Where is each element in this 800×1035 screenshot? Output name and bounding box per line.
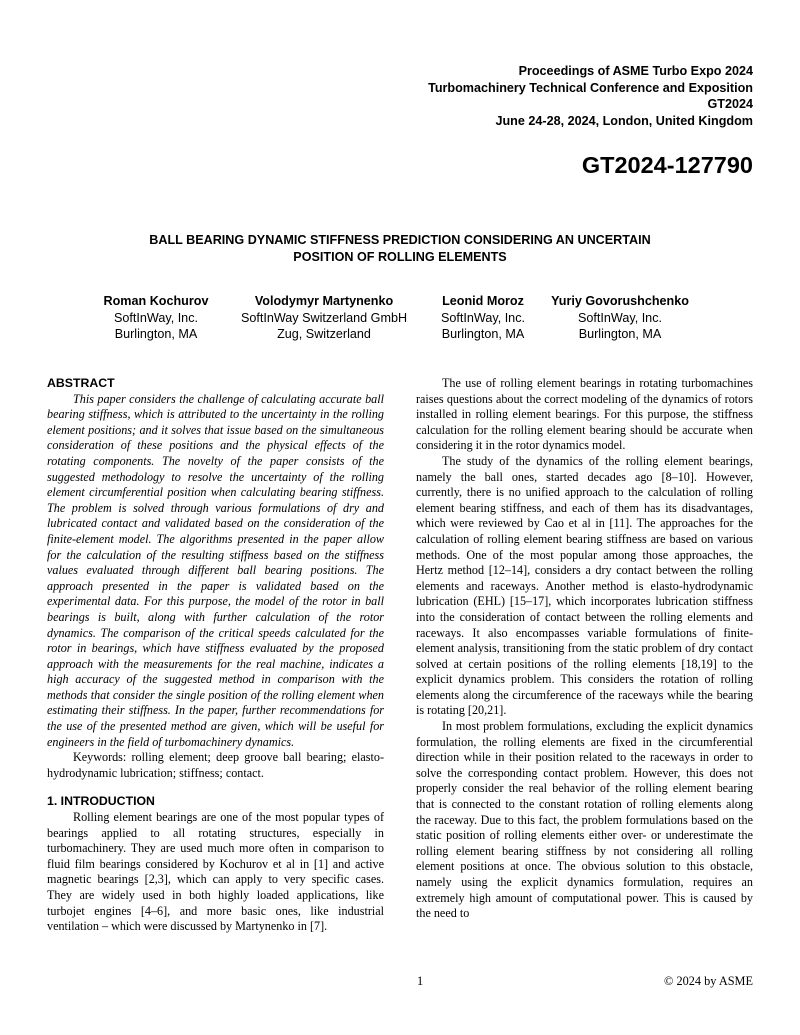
paper-id: GT2024-127790 [581, 152, 753, 178]
author-affiliation: SoftInWay, Inc. [441, 310, 525, 325]
proceedings-line: Turbomachinery Technical Conference and Exposition [428, 80, 753, 95]
left-column [47, 376, 384, 935]
paper-title [60, 232, 740, 265]
author-name: Roman Kochurov [103, 294, 209, 308]
author-location: Burlington, MA [441, 327, 525, 341]
author-name: Yuriy Govorushchenko [551, 294, 689, 308]
intro-paragraph: The use of rolling element bearings in rotating turbomachines raises questions about the correct modeling of the dynamics of rotors installed in rolling element bearings. For this purpose, the stiffness calculation for the rolling element bearing should be accurate when considering it in the rotor dynamics model. [416, 376, 753, 453]
author-location: Burlington, MA [578, 327, 662, 341]
intro-paragraph: The study of the dynamics of the rolling element bearings, namely the ball ones, started decades ago [8–10]. However, currently, there is no unified approach to the calculation of rolling element bearing stiffness, and each of them has its disadvantages, which were reviewed by Cao et al in [11]. The approaches for the calculation of rolling element bearing stiffness are based on various methods. One of the most popular among those approaches, the Hertz method [12–14], considers a dry contact between the rolling elements and raceways. Another method is elasto-hydrodynamic lubrication (EHL) [15–17], which incorporates lubrication stiffness into the consideration of contact between the rolling elements and raceways. It also encompasses variable formulations of finite-element analysis, transitioning from the static problem of dry contact solved at certain positions of the rolling elements [18,19] to the explicit dynamics problem. This considers the rotation of rolling elements along the circumference of the raceways while the bearing is rotating [20,21]. [416, 453, 753, 718]
page-number: 1 [417, 974, 424, 988]
copyright: © 2024 by ASME [664, 974, 753, 988]
right-column [416, 376, 753, 922]
abstract-text: This paper considers the challenge of calculating accurate ball bearing stiffness, which is attributed to the uncertainty in the rolling element positions; and it solves that issue based on the simultaneous consideration of these positions and the physical effects of the rotating components. The novelty of the paper consists of the suggested methodology to resolve the uncertainty of the rolling element circumferential position when calculating bearing stiffness. The problem is solved through various formulations of dry and lubricated contact and validated based on the consideration of the finite-element model. The algorithms presented in the paper allow for the calculation of the resulting stiffness based on the stiffness values evaluated through different ball bearing positions. The approach presented in the paper is validated based on the experimental data. For this purpose, the model of the rotor in ball bearings is built, along with further calculation of the rotor dynamics. The comparison of the critical speeds calculated for the rotor in bearings, which have stiffness evaluated by the proposed approach with the measurements for the real machine, indicates a high accuracy of the suggested method in comparison with the methods that consider the single position of the rolling element when estimating their stiffness. In the paper, further recommendations for the use of the presented method are given, which will be useful for engineers in the field of turbomachinery dynamics. [47, 391, 384, 749]
proceedings-line: GT2024 [707, 97, 753, 112]
author-affiliation: SoftInWay Switzerland GmbH [240, 310, 408, 325]
author-block [104, 293, 209, 343]
intro-paragraph: Rolling element bearings are one of the most popular types of bearings applied to all rotating structures, especially in turbomachinery. They are used much more often in comparison to fluid film bearings considered by Kochurov et al in [1] and active magnetic bearings [2,3], which can apply to very specific cases. They are widely used in both highly loaded applications, like turbojet engines [4–6], and more basic ones, like industrial ventilation – which were discussed by Martynenko in [7]. [47, 810, 384, 934]
author-affiliation: SoftInWay, Inc. [578, 310, 662, 325]
abstract-heading: ABSTRACT [47, 376, 115, 390]
section-gap [47, 781, 384, 794]
author-block [241, 293, 407, 343]
proceedings-line: June 24-28, 2024, London, United Kingdom [495, 113, 753, 128]
introduction-heading: 1. INTRODUCTION [47, 794, 155, 809]
proceedings-line: Proceedings of ASME Turbo Expo 2024 [518, 64, 753, 78]
author-name: Leonid Moroz [442, 294, 524, 308]
title-line: POSITION OF ROLLING ELEMENTS [293, 249, 507, 264]
author-location: Zug, Switzerland [277, 327, 371, 341]
author-affiliation: SoftInWay, Inc. [114, 310, 198, 325]
proceedings-header [428, 63, 753, 129]
intro-paragraph: In most problem formulations, excluding the explicit dynamics formulation, the rolling elements are fixed in the circumferential direction while in their position related to the raceways in order to solve the corresponding contact problem. However, this does not properly consider the real behavior of the rolling element bearing that is connected to the constant rotation of rolling elements along the raceway. Due to this fact, the problem formulations based on the static position of rolling elements either over- or underestimate the rolling element bearing stiffness by not considering all rolling element positions at once. The obvious solution to this obstacle, namely using the explicit dynamics formulation, requires an extremely high amount of computational power. This is caused by the need to [416, 719, 753, 921]
author-name: Volodymyr Martynenko [254, 294, 394, 308]
author-location: Burlington, MA [114, 327, 198, 341]
title-line: BALL BEARING DYNAMIC STIFFNESS PREDICTION CONSIDERING AN UNCERTAIN [149, 233, 651, 247]
author-block [441, 293, 525, 343]
keywords: Keywords: rolling element; deep groove ball bearing; elasto-hydrodynamic lubrication; stiffness; contact. [47, 750, 384, 780]
author-block [551, 293, 689, 343]
